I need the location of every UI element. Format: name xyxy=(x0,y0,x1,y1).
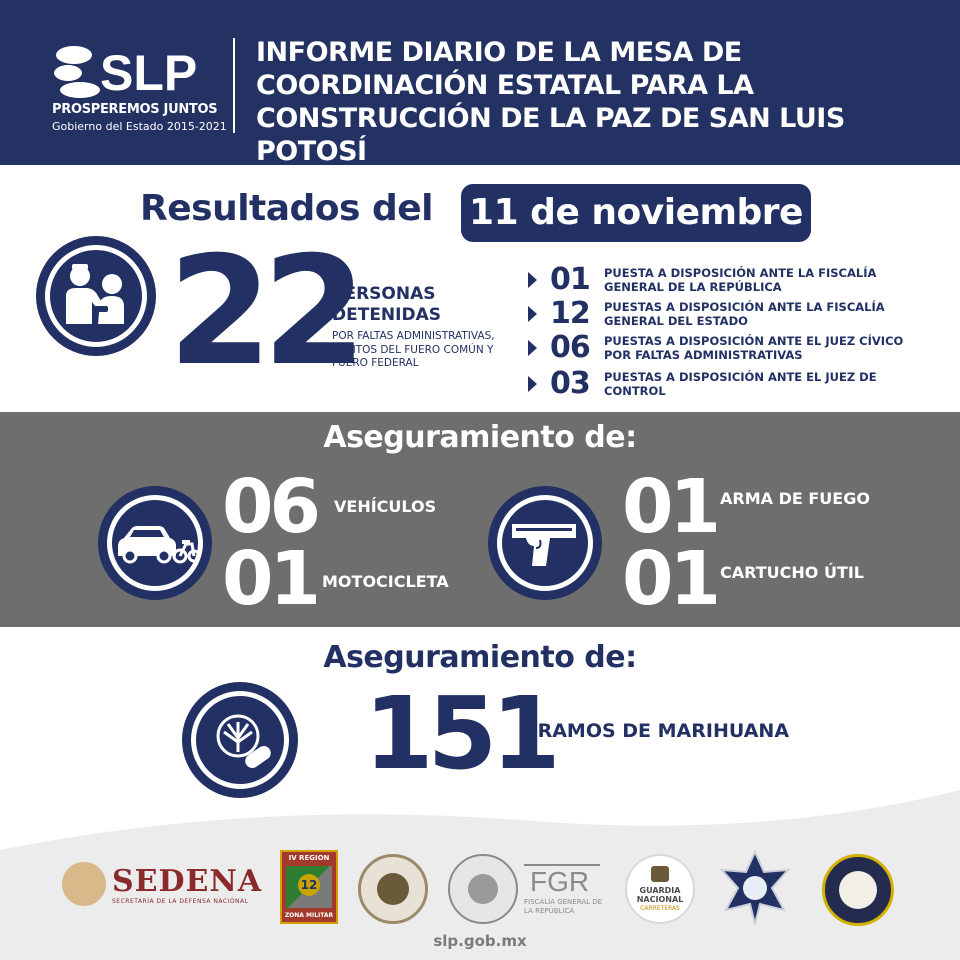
detained-persons-icon xyxy=(36,236,156,356)
sedena-logo-text: SEDENA xyxy=(112,864,263,899)
disposition-row xyxy=(528,296,928,331)
car-motorcycle-icon xyxy=(98,486,212,600)
sedena-eagle-icon xyxy=(62,862,106,906)
guardia-line3: CARRETERAS xyxy=(640,905,680,912)
arrow-right-icon xyxy=(528,376,537,392)
slp-logo-text: SLP xyxy=(100,45,198,100)
disposition-row xyxy=(528,366,928,401)
pistol-icon xyxy=(488,486,602,600)
vehicles-label: VEHÍCULOS xyxy=(334,497,437,516)
disposition-row xyxy=(528,330,928,365)
drugs-title: Aseguramiento de: xyxy=(323,640,637,675)
guardia-nacional-seal-icon xyxy=(358,854,428,924)
detained-label: PERSONAS DETENIDAS xyxy=(332,284,441,325)
header-divider xyxy=(233,38,235,133)
grams-count: 151 xyxy=(364,675,555,792)
secured-title: Aseguramiento de: xyxy=(323,420,637,455)
region-number: 12 xyxy=(298,874,320,896)
firearm-count: 01 xyxy=(622,464,717,550)
cartridge-count: 01 xyxy=(622,536,717,622)
disposition-text: PUESTAS A DISPOSICIÓN ANTE LA FISCALÍA GENERAL DEL ESTADO xyxy=(604,300,885,328)
detained-description: POR FALTAS ADMINISTRATIVAS, DELITOS DEL FUERO COMÚN Y FUERO FEDERAL xyxy=(332,330,495,369)
motorcycle-label: MOTOCICLETA xyxy=(322,572,449,591)
guardia-carreteras-logo xyxy=(625,854,695,924)
fgr-subtitle: FISCALÍA GENERAL DE LA REPÚBLICA xyxy=(524,898,603,915)
fiscalia-estado-seal-icon xyxy=(822,854,894,926)
disposition-count: 06 xyxy=(550,330,590,365)
military-zone-shield-icon xyxy=(280,850,338,924)
disposition-text: PUESTAS A DISPOSICIÓN ANTE EL JUEZ CÍVICO POR FALTAS ADMINISTRATIVAS xyxy=(604,334,904,362)
region-bottom-text: ZONA MILITAR xyxy=(284,912,334,919)
disposition-text: PUESTA A DISPOSICIÓN ANTE LA FISCALÍA GENERAL DE LA REPÚBLICA xyxy=(604,266,877,294)
eagle-icon xyxy=(651,866,669,882)
date-badge: 11 de noviembre xyxy=(461,184,811,242)
logo-tagline: PROSPEREMOS JUNTOS xyxy=(52,102,218,117)
sedena-subtitle: SECRETARÍA DE LA DEFENSA NACIONAL xyxy=(112,898,249,905)
marijuana-pill-icon xyxy=(182,682,298,798)
arrow-right-icon xyxy=(528,306,537,322)
grams-label: GRAMOS DE MARIHUANA xyxy=(522,720,790,742)
logo-government: Gobierno del Estado 2015-2021 xyxy=(52,120,227,133)
disposition-count: 01 xyxy=(550,262,590,297)
arrow-right-icon xyxy=(528,340,537,356)
firearm-label: ARMA DE FUEGO xyxy=(720,489,870,508)
header-title: INFORME DIARIO DE LA MESA DE COORDINACIÓN ESTATAL PARA LA CONSTRUCCIÓN DE LA PAZ DE SAN LUIS POTOSÍ xyxy=(256,37,845,167)
guardia-line2: NACIONAL xyxy=(636,895,684,904)
cartridge-label: CARTUCHO ÚTIL xyxy=(720,563,864,582)
header-banner xyxy=(0,0,960,165)
detained-count: 22 xyxy=(168,225,357,399)
region-top-text: IV REGION xyxy=(288,854,330,862)
disposition-text: PUESTAS A DISPOSICIÓN ANTE EL JUEZ DE CONTROL xyxy=(604,370,877,398)
arrow-right-icon xyxy=(528,272,537,288)
results-label: Resultados del xyxy=(140,188,434,229)
fgr-logo-text: FGR xyxy=(530,866,590,897)
disposition-count: 03 xyxy=(550,366,590,401)
footer-url[interactable]: slp.gob.mx xyxy=(433,932,527,950)
police-star-badge-icon xyxy=(718,850,792,926)
motorcycle-count: 01 xyxy=(222,536,317,622)
mexico-seal-icon xyxy=(448,854,518,924)
disposition-count: 12 xyxy=(550,296,590,331)
guardia-line1: GUARDIA xyxy=(639,886,681,895)
slp-logo xyxy=(52,40,222,100)
disposition-row xyxy=(528,262,928,297)
vehicles-count: 06 xyxy=(222,464,317,550)
